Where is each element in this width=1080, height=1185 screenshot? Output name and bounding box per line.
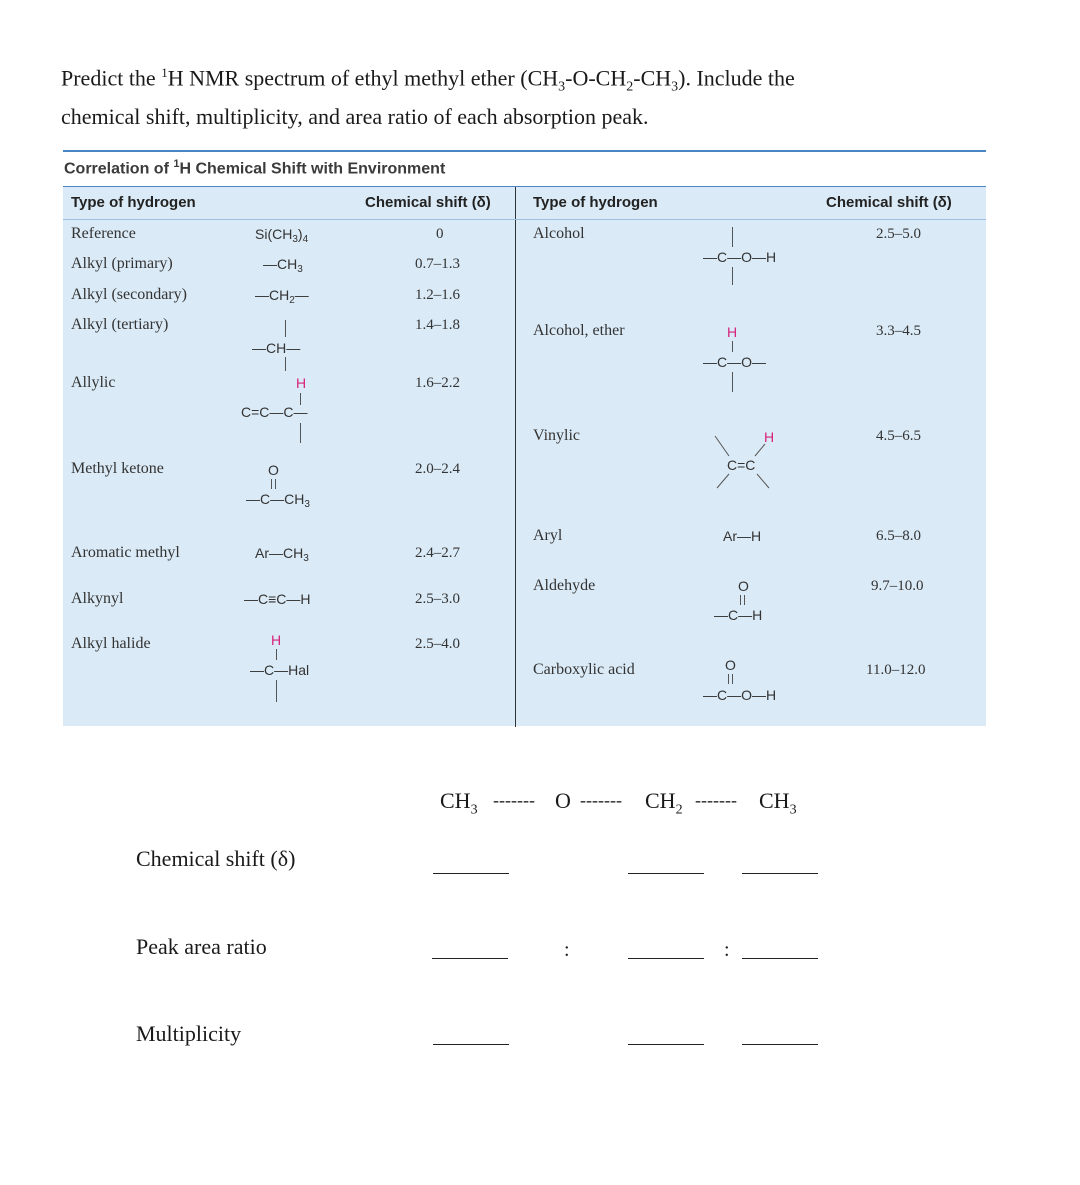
- row-type-vinylic: Vinylic: [533, 427, 581, 444]
- bond-ketone-double-a: [271, 479, 272, 489]
- row-type-aldehyde: Aldehyde: [533, 577, 596, 594]
- bond-aldehyde-double-b: [744, 595, 745, 605]
- bond-acid-double-a: [728, 674, 729, 684]
- bond-ketone-double-b: [275, 479, 276, 489]
- row-shift-reference: 0: [436, 226, 444, 242]
- row-type-acid: Carboxylic acid: [533, 661, 635, 678]
- bond-halide-bottom: [276, 680, 277, 702]
- structure-alcohol: —C—O—H: [703, 249, 777, 265]
- bond-aldehyde-double-a: [740, 595, 741, 605]
- table-body: [63, 187, 986, 726]
- row-type-aromatic: Aromatic methyl: [71, 544, 180, 561]
- bond-allylic-bottom: [300, 423, 301, 443]
- shift-blank-ch3-left[interactable]: [433, 873, 509, 874]
- formula-dash-1: -------: [493, 790, 535, 810]
- bond-acid-double-b: [732, 674, 733, 684]
- structure-ketone-o: O: [268, 462, 279, 478]
- row-shift-vinylic: 4.5–6.5: [876, 428, 921, 444]
- chemical-shift-label: Chemical shift (δ): [136, 846, 296, 871]
- ratio-blank-ch3-right[interactable]: [742, 958, 818, 959]
- question-line-1: Predict the $^1$H NMR spectrum of ethyl methyl ether $(CH_3-O-CH_2-CH_3)$. Include the: [61, 65, 795, 95]
- row-shift-aryl: 6.5–8.0: [876, 528, 921, 544]
- structure-halide: —C—Hal: [250, 662, 310, 678]
- formula-dash-3: -------: [695, 790, 737, 810]
- structure-tertiary: —CH—: [252, 340, 301, 356]
- bond-alcohol-top: [732, 227, 733, 247]
- header-type-left: Type of hydrogen: [71, 194, 196, 211]
- bond-tertiary-bottom: [285, 357, 286, 371]
- row-type-halide: Alkyl halide: [71, 635, 151, 652]
- formula-ch3-right: $CH_3$: [759, 788, 797, 818]
- ratio-colon-1: :: [564, 939, 570, 961]
- row-type-alkynyl: Alkynyl: [71, 590, 124, 607]
- row-type-ether: Alcohol, ether: [533, 322, 625, 339]
- row-shift-acid: 11.0–12.0: [866, 662, 926, 678]
- structure-aldehyde: —C—H: [714, 607, 763, 623]
- structure-vinylic: C=C: [727, 457, 756, 473]
- header-shift-left: Chemical shift (δ): [365, 194, 491, 211]
- row-type-tertiary: Alkyl (tertiary): [71, 316, 169, 333]
- structure-aromatic: $Ar—CH_3$: [255, 545, 309, 564]
- bond-ether-bottom: [732, 372, 733, 392]
- formula-oxygen: O: [555, 788, 571, 813]
- bond-alcohol-bottom: [732, 267, 733, 285]
- vinylic-bond-ur: [755, 444, 765, 456]
- peak-area-ratio-label: Peak area ratio: [136, 934, 267, 959]
- row-shift-alkynyl: 2.5–3.0: [415, 591, 460, 607]
- question-line-2: chemical shift, multiplicity, and area ratio of each absorption peak.: [61, 103, 649, 129]
- row-type-secondary: Alkyl (secondary): [71, 286, 187, 303]
- mult-blank-ch2[interactable]: [628, 1044, 704, 1045]
- structure-alkynyl: —C≡C—H: [244, 591, 311, 607]
- mult-blank-ch3-left[interactable]: [433, 1044, 509, 1045]
- bond-halide-top: [276, 649, 277, 660]
- header-shift-right: Chemical shift (δ): [826, 194, 952, 211]
- structure-ether-h: H: [727, 324, 738, 340]
- structure-tms: $Si(CH_3)_4$: [255, 226, 309, 245]
- bond-tertiary-top: [285, 320, 286, 337]
- table-caption: Correlation of $^1$H Chemical Shift with Environment: [64, 158, 446, 178]
- structure-vinylic-h: H: [764, 429, 775, 445]
- question-text: [61, 58, 1021, 131]
- multiplicity-label: Multiplicity: [136, 1021, 242, 1046]
- row-type-primary: Alkyl (primary): [71, 255, 173, 272]
- shift-blank-ch3-right[interactable]: [742, 873, 818, 874]
- ratio-blank-ch2[interactable]: [628, 958, 704, 959]
- structure-allylic-h: H: [296, 375, 307, 391]
- mult-blank-ch3-right[interactable]: [742, 1044, 818, 1045]
- structure-acid: —C—O—H: [703, 687, 777, 703]
- row-type-ketone: Methyl ketone: [71, 460, 164, 477]
- row-shift-tertiary: 1.4–1.8: [415, 317, 460, 333]
- formula-ch3-left: $CH_3$: [440, 788, 478, 818]
- row-type-reference: Reference: [71, 225, 136, 242]
- ratio-blank-ch3-left[interactable]: [432, 958, 508, 959]
- structure-ketone: $—C—CH_3$: [246, 491, 310, 510]
- row-shift-aldehyde: 9.7–10.0: [871, 578, 924, 594]
- row-shift-aromatic: 2.4–2.7: [415, 545, 460, 561]
- structure-primary: $—CH_3$: [263, 256, 303, 275]
- row-shift-ketone: 2.0–2.4: [415, 461, 460, 477]
- header-rule: [63, 219, 986, 220]
- row-type-allylic: Allylic: [71, 374, 116, 391]
- row-type-aryl: Aryl: [533, 527, 563, 544]
- structure-aryl: Ar—H: [723, 528, 762, 544]
- vinylic-bond-ll: [717, 474, 729, 488]
- structure-allylic: C=C—C—: [241, 404, 308, 420]
- row-shift-ether: 3.3–4.5: [876, 323, 921, 339]
- row-shift-allylic: 1.6–2.2: [415, 375, 460, 391]
- header-type-right: Type of hydrogen: [533, 194, 658, 211]
- row-shift-halide: 2.5–4.0: [415, 636, 460, 652]
- table-top-rule: [63, 150, 986, 152]
- structure-ether: —C—O—: [703, 354, 766, 370]
- row-shift-alcohol: 2.5–5.0: [876, 226, 921, 242]
- ratio-colon-2: :: [724, 939, 730, 961]
- formula-dash-2: -------: [580, 790, 622, 810]
- table-column-divider: [515, 187, 516, 727]
- bond-ether-top: [732, 341, 733, 352]
- structure-aldehyde-o: O: [738, 578, 749, 594]
- shift-blank-ch2[interactable]: [628, 873, 704, 874]
- vinylic-bond-ul: [715, 436, 729, 456]
- formula-ch2: $CH_2$: [645, 788, 683, 818]
- row-shift-primary: 0.7–1.3: [415, 256, 460, 272]
- structure-acid-o: O: [725, 657, 736, 673]
- row-shift-secondary: 1.2–1.6: [415, 287, 460, 303]
- vinylic-bond-lr: [757, 474, 769, 488]
- structure-secondary: $—CH_2—$: [255, 287, 309, 306]
- structure-halide-h: H: [271, 632, 282, 648]
- row-type-alcohol: Alcohol: [533, 225, 585, 242]
